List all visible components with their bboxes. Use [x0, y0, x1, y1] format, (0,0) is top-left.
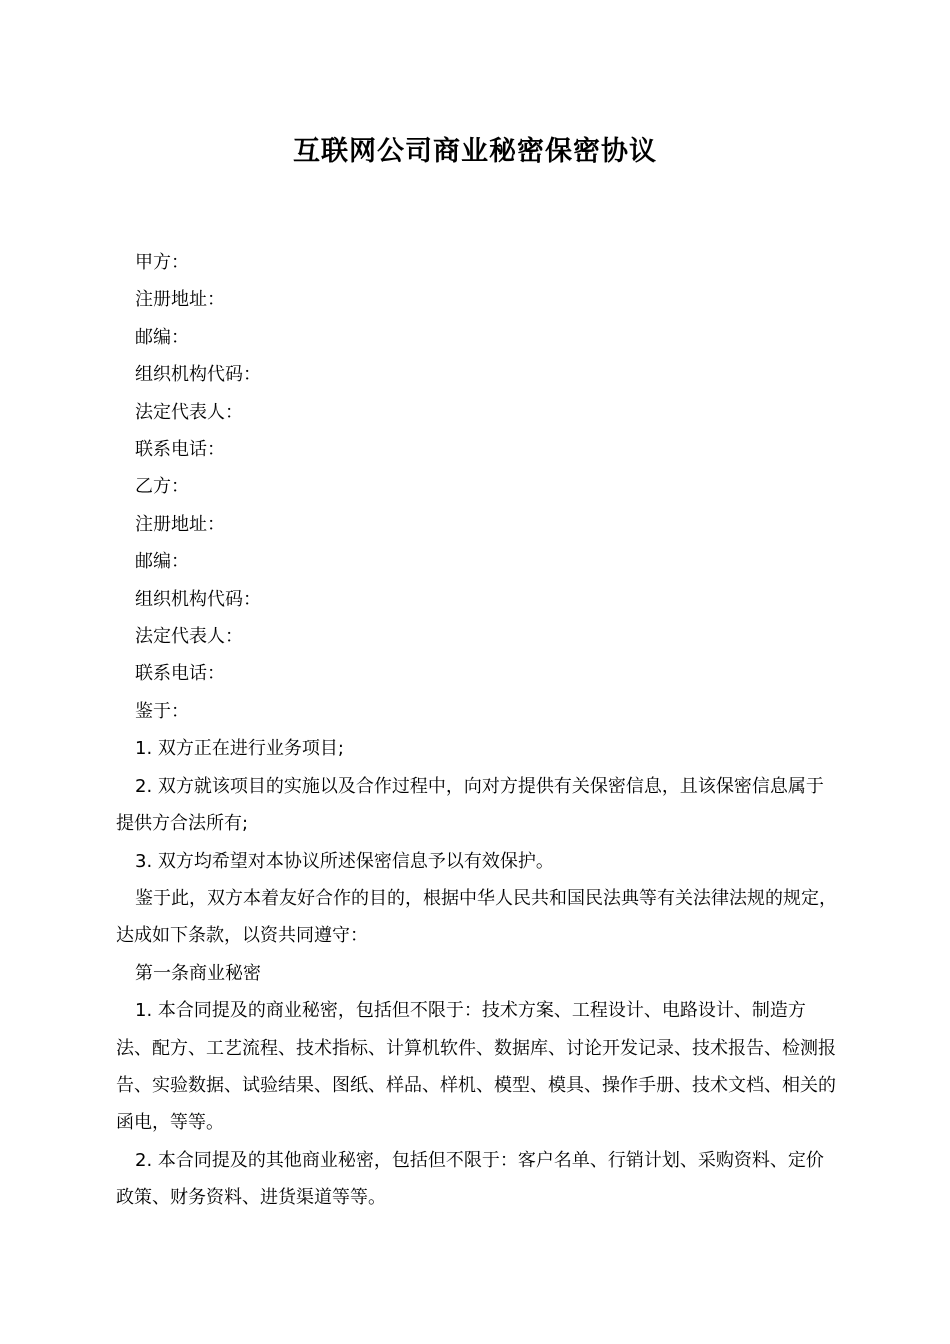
document-body	[116, 244, 838, 1217]
party-b-postcode: 邮编：	[135, 551, 189, 573]
party-a-address: 注册地址：	[135, 289, 225, 311]
whereas-item-2: 2. 双方就该项目的实施以及合作过程中，向对方提供有关保密信息，且该保密信息属于提供方合法所有;	[116, 775, 824, 835]
party-b-phone: 联系电话：	[135, 663, 225, 685]
party-b-address: 注册地址：	[135, 513, 225, 535]
party-b-label: 乙方：	[135, 476, 189, 498]
whereas-heading: 鉴于：	[135, 700, 189, 722]
party-a-org-code: 组织机构代码：	[135, 364, 261, 386]
article-1-clause-1: 1. 本合同提及的商业秘密，包括但不限于：技术方案、工程设计、电路设计、制造方法、配方、工艺流程、技术指标、计算机软件、数据库、讨论开发记录、技术报告、检测报告、实验数据、试验结果、图纸、样品、样机、模型、模具、操作手册、技术文档、相关的函电，等等。	[116, 1000, 836, 1134]
party-a-legal-rep: 法定代表人：	[135, 401, 243, 423]
article-1-heading: 第一条商业秘密	[135, 962, 261, 984]
preamble-paragraph: 鉴于此，双方本着友好合作的目的，根据中华人民共和国民法典等有关法律法规的规定，达成如下条款，以资共同遵守：	[116, 887, 837, 947]
whereas-item-3: 3. 双方均希望对本协议所述保密信息予以有效保护。	[135, 850, 554, 872]
document-title: 互联网公司商业秘密保密协议	[293, 136, 657, 167]
article-1-clause-2: 2. 本合同提及的其他商业秘密，包括但不限于：客户名单、行销计划、采购资料、定价政策、财务资料、进货渠道等等。	[116, 1149, 824, 1209]
party-b-org-code: 组织机构代码：	[135, 588, 261, 610]
party-a-postcode: 邮编：	[135, 326, 189, 348]
whereas-item-1: 1. 双方正在进行业务项目;	[135, 738, 344, 760]
party-b-legal-rep: 法定代表人：	[135, 626, 243, 648]
party-a-label: 甲方：	[135, 252, 189, 273]
party-a-phone: 联系电话：	[135, 439, 225, 461]
